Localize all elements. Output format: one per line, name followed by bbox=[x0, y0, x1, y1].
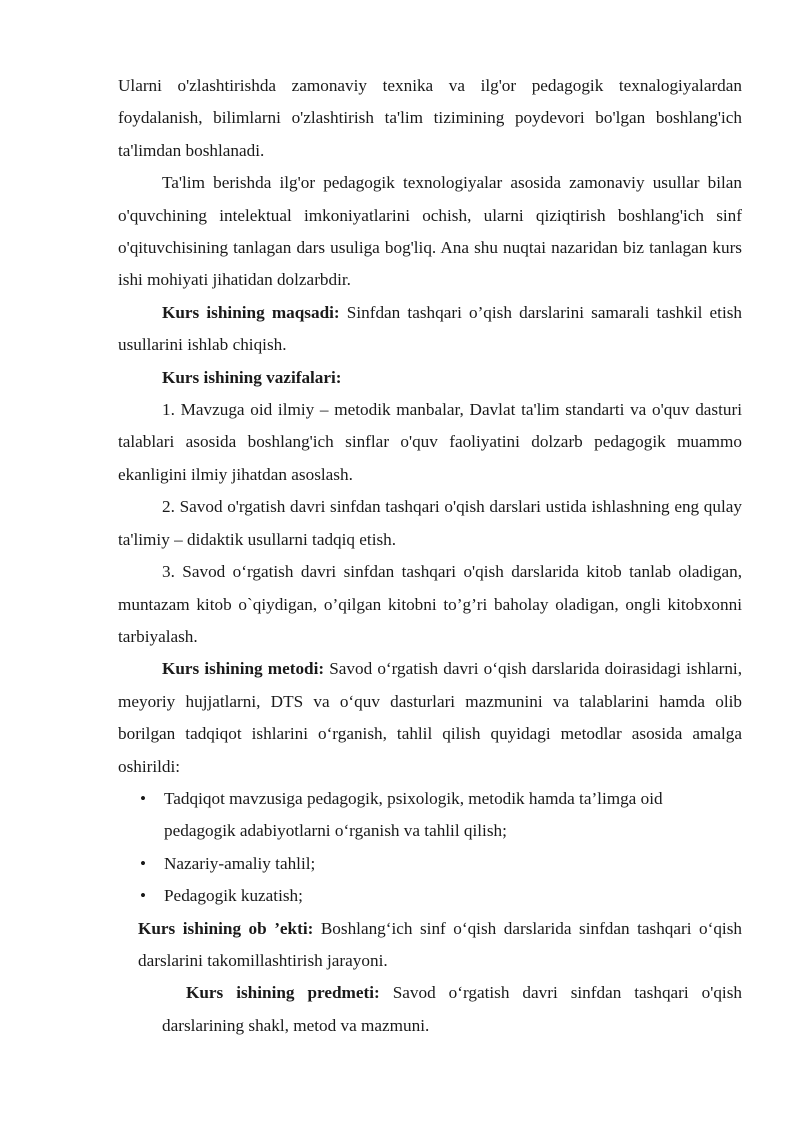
task-2: 2. Savod o'rgatish davri sinfdan tashqari o'qish darslari ustida ishlashning eng qulay ta'limiy – didaktik usullarni tadqiq etish. bbox=[118, 497, 742, 549]
bullet-icon: • bbox=[140, 886, 147, 906]
tasks-heading: Kurs ishining vazifalari: bbox=[162, 367, 342, 387]
goal-label: Kurs ishining maqsadi: bbox=[162, 302, 340, 322]
object-text: Boshlang‘ich sinf o‘qish darslarida sinfdan tashqari o‘qish darslarini takomillashtirish jarayoni. bbox=[138, 918, 742, 970]
list-item bbox=[118, 783, 742, 848]
document-page bbox=[118, 70, 742, 1042]
paragraph-goal bbox=[118, 297, 742, 362]
paragraph-method bbox=[118, 653, 742, 783]
list-item-text: Nazariy-amaliy tahlil; bbox=[164, 853, 316, 873]
object-label: Kurs ishining ob ’ekti: bbox=[138, 918, 314, 938]
subject-text: Savod o‘rgatish davri sinfdan tashqari o'qish darslarining shakl, metod va mazmuni. bbox=[162, 983, 742, 1035]
method-list bbox=[118, 783, 742, 913]
bullet-icon: • bbox=[140, 788, 147, 808]
paragraph-intro: Ularni o'zlashtirishda zamonaviy texnika va ilg'or pedagogik texnalogiyalardan foydalanish, bilimlarni o'zlashtirish ta'lim tizimining poydevori bo'lgan boshlang'ich ta'limdan boshlanadi. bbox=[118, 76, 742, 160]
goal-text: Sinfdan tashqari o’qish darslarini samarali tashkil etish usullarini ishlab chiqish. bbox=[118, 302, 742, 355]
paragraph-subject bbox=[162, 977, 742, 1042]
method-label: Kurs ishining metodi: bbox=[162, 659, 325, 679]
list-item-text: Tadqiqot mavzusiga pedagogik, psixologik, metodik hamda ta’limga oid pedagogik adabiyotlarni o‘rganish va tahlil qilish; bbox=[164, 788, 663, 841]
paragraph-object bbox=[138, 913, 742, 978]
subject-label: Kurs ishining predmeti: bbox=[186, 983, 380, 1003]
method-text: Savod o‘rgatish davri o‘qish darslarida doirasidagi ishlarni, meyoriy hujjatlarni, DTS va o‘quv dasturlari mazmunini va talablarini hamda olib borilgan tadqiqot ishlarini o‘rganish, tahlil qilish quyidagi metodlar asosida amalga oshirildi: bbox=[118, 659, 742, 776]
list-item bbox=[118, 848, 742, 880]
list-item bbox=[118, 880, 742, 912]
bullet-icon: • bbox=[140, 853, 147, 873]
paragraph-relevance: Ta'lim berishda ilg'or pedagogik texnologiyalar asosida zamonaviy usullar bilan o'quvchining intelektual imkoniyatlarini ochish, ularni qiziqtirish boshlang'ich sinf o'qituvchisining tanlagan dars usuliga bog'liq. Ana shu nuqtai nazaridan biz tanlagan kurs ishi mohiyati jihatidan dolzarbdir. bbox=[118, 173, 742, 290]
task-3: 3. Savod o‘rgatish davri sinfdan tashqari o'qish darslarida kitob tanlab oladigan, muntazam kitob o`qiydigan, o’qilgan kitobni to’g’ri baholay oladigan, ongli kitobxonni tarbiyalash. bbox=[118, 562, 742, 646]
list-item-text: Pedagogik kuzatish; bbox=[164, 886, 303, 906]
task-1: 1. Mavzuga oid ilmiy – metodik manbalar, Davlat ta'lim standarti va o'quv dasturi talablari asosida boshlang'ich sinflar o'quv faoliyatini dolzarb pedagogik muammo ekanligini ilmiy jihatdan asoslash. bbox=[118, 400, 742, 484]
